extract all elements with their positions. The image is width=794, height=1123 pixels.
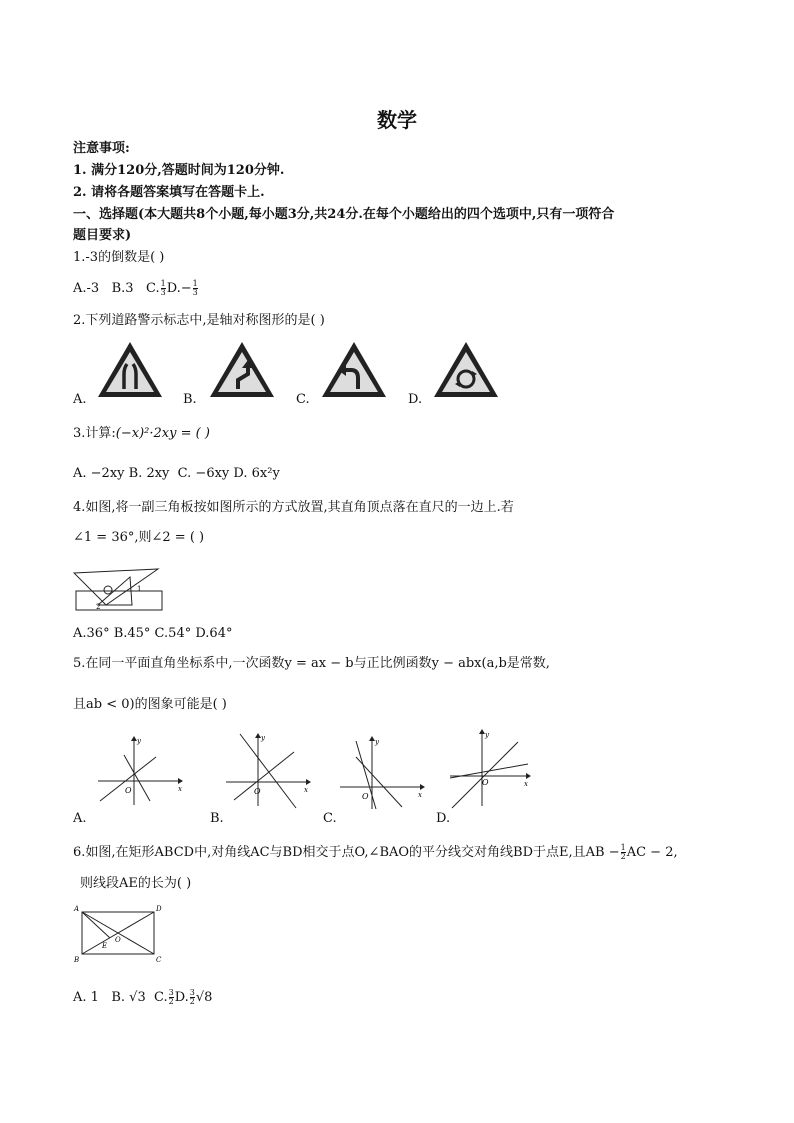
q3-options bbox=[73, 466, 280, 482]
q6-frac-c: $\frac{3}{2}$ bbox=[168, 988, 174, 1006]
road-sign-d bbox=[432, 340, 500, 400]
q5-c-axis-y: y bbox=[375, 738, 379, 746]
q5-c-axis-x: x bbox=[418, 791, 422, 799]
q4-angle-label-2: 2 bbox=[96, 603, 101, 611]
q2-label-d: D. bbox=[408, 392, 423, 407]
q5-graph-c bbox=[336, 735, 426, 811]
q6-label-c: C bbox=[156, 956, 162, 964]
q2-label-a: A. bbox=[73, 392, 87, 407]
q6-stem-line1-b: AC − 2, bbox=[626, 845, 678, 860]
q5-label-b: B. bbox=[210, 811, 224, 826]
q2-label-b: B. bbox=[183, 392, 197, 407]
q4-stem-line2: ∠1 = 36°,则∠2 = ( ) bbox=[73, 530, 205, 545]
q3-expression: (−x)²·2xy = ( ) bbox=[115, 426, 210, 441]
q4-angle-label-1: 1 bbox=[137, 585, 142, 593]
q1-stem: 1.-3的倒数是( ) bbox=[73, 250, 165, 265]
q2-stem: 2.下列道路警示标志中,是轴对称图形的是( ) bbox=[73, 313, 325, 328]
q3-option-d: D. 6x²y bbox=[233, 466, 280, 481]
q1-option-d: D.− bbox=[166, 281, 192, 296]
q6-label-b: B bbox=[74, 956, 80, 964]
q6-option-a: A. 1 bbox=[73, 990, 99, 1005]
q6-option-d-tail: √8 bbox=[195, 990, 213, 1005]
q5-label-a: A. bbox=[73, 811, 87, 826]
q3-option-a: A. −2xy bbox=[73, 466, 125, 481]
q6-option-d: D. bbox=[174, 990, 189, 1005]
q5-b-axis-y: y bbox=[261, 734, 265, 742]
q6-label-a: A bbox=[74, 905, 80, 913]
q5-a-origin: O bbox=[125, 786, 132, 795]
q4-stem-line1: 4.如图,将一副三角板按如图所示的方式放置,其直角顶点落在直尺的一边上.若 bbox=[73, 500, 514, 515]
q6-stem-frac: $\frac{1}{2}$ bbox=[620, 843, 626, 861]
section1-heading: 一、选择题(本大题共8个小题,每小题3分,共24分.在每个小题给出的四个选项中,只有一项符合 bbox=[73, 207, 615, 222]
page-title: 数学 bbox=[377, 108, 417, 132]
q1-option-b: B.3 bbox=[111, 281, 134, 296]
q1-options bbox=[73, 280, 199, 297]
q5-a-axis-y: y bbox=[137, 737, 141, 745]
q6-stem-line2: 则线段AE的长为( ) bbox=[80, 876, 192, 891]
q5-label-c: C. bbox=[323, 811, 337, 826]
q5-a-axis-x: x bbox=[178, 785, 182, 793]
road-sign-c bbox=[320, 340, 388, 400]
section1-heading-cont: 题目要求) bbox=[73, 228, 132, 243]
q6-frac-d: $\frac{3}{2}$ bbox=[189, 988, 195, 1006]
q5-graph-a bbox=[94, 735, 184, 807]
q5-b-origin: O bbox=[254, 787, 261, 796]
q5-b-axis-x: x bbox=[304, 786, 308, 794]
q5-c-origin: O bbox=[362, 792, 369, 801]
q5-label-d: D. bbox=[436, 811, 451, 826]
q4-options: A.36° B.45° C.54° D.64° bbox=[73, 626, 233, 641]
q6-label-e: E bbox=[102, 942, 108, 950]
q5-stem-line1: 5.在同一平面直角坐标系中,一次函数y = ax − b与正比例函数y − abx(a,b是常数, bbox=[73, 656, 550, 671]
notes-heading: 注意事项: bbox=[73, 141, 130, 156]
q4-figure bbox=[70, 565, 166, 615]
q6-stem-line1 bbox=[73, 844, 678, 861]
q3-stem bbox=[73, 426, 210, 442]
q1-frac-c: $\frac{1}{3}$ bbox=[160, 279, 166, 297]
q6-rectangle-figure bbox=[70, 902, 166, 966]
q5-d-axis-y: y bbox=[485, 731, 489, 739]
q5-d-origin: O bbox=[482, 778, 489, 787]
notes-item-1: 1. 满分120分,答题时间为120分钟. bbox=[73, 163, 285, 178]
q3-stem-prefix: 3.计算: bbox=[73, 426, 116, 441]
q5-stem-line2: 且ab < 0)的图象可能是( ) bbox=[73, 697, 227, 712]
road-sign-a bbox=[96, 340, 164, 400]
q6-label-o: O bbox=[115, 936, 121, 944]
q3-option-b: B. 2xy bbox=[128, 466, 170, 481]
q5-d-axis-x: x bbox=[524, 780, 528, 788]
q2-label-c: C. bbox=[296, 392, 310, 407]
notes-item-2: 2. 请将各题答案填写在答题卡上. bbox=[73, 185, 265, 200]
q6-options bbox=[73, 989, 212, 1006]
q6-option-c: C. bbox=[153, 990, 168, 1005]
q1-frac-d: $\frac{1}{3}$ bbox=[192, 279, 198, 297]
q5-graph-b bbox=[222, 730, 312, 810]
road-sign-b bbox=[208, 340, 276, 400]
q1-option-a: A.-3 bbox=[73, 281, 100, 296]
q3-option-c: C. −6xy bbox=[177, 466, 230, 481]
q6-option-b: B. √3 bbox=[111, 990, 146, 1005]
q5-graph-d bbox=[446, 728, 536, 810]
q1-option-c: C. bbox=[145, 281, 160, 296]
q6-stem-line1-a: 6.如图,在矩形ABCD中,对角线AC与BD相交于点O,∠BAO的平分线交对角线BD于点E,且AB − bbox=[73, 845, 620, 860]
q6-label-d: D bbox=[156, 905, 162, 913]
